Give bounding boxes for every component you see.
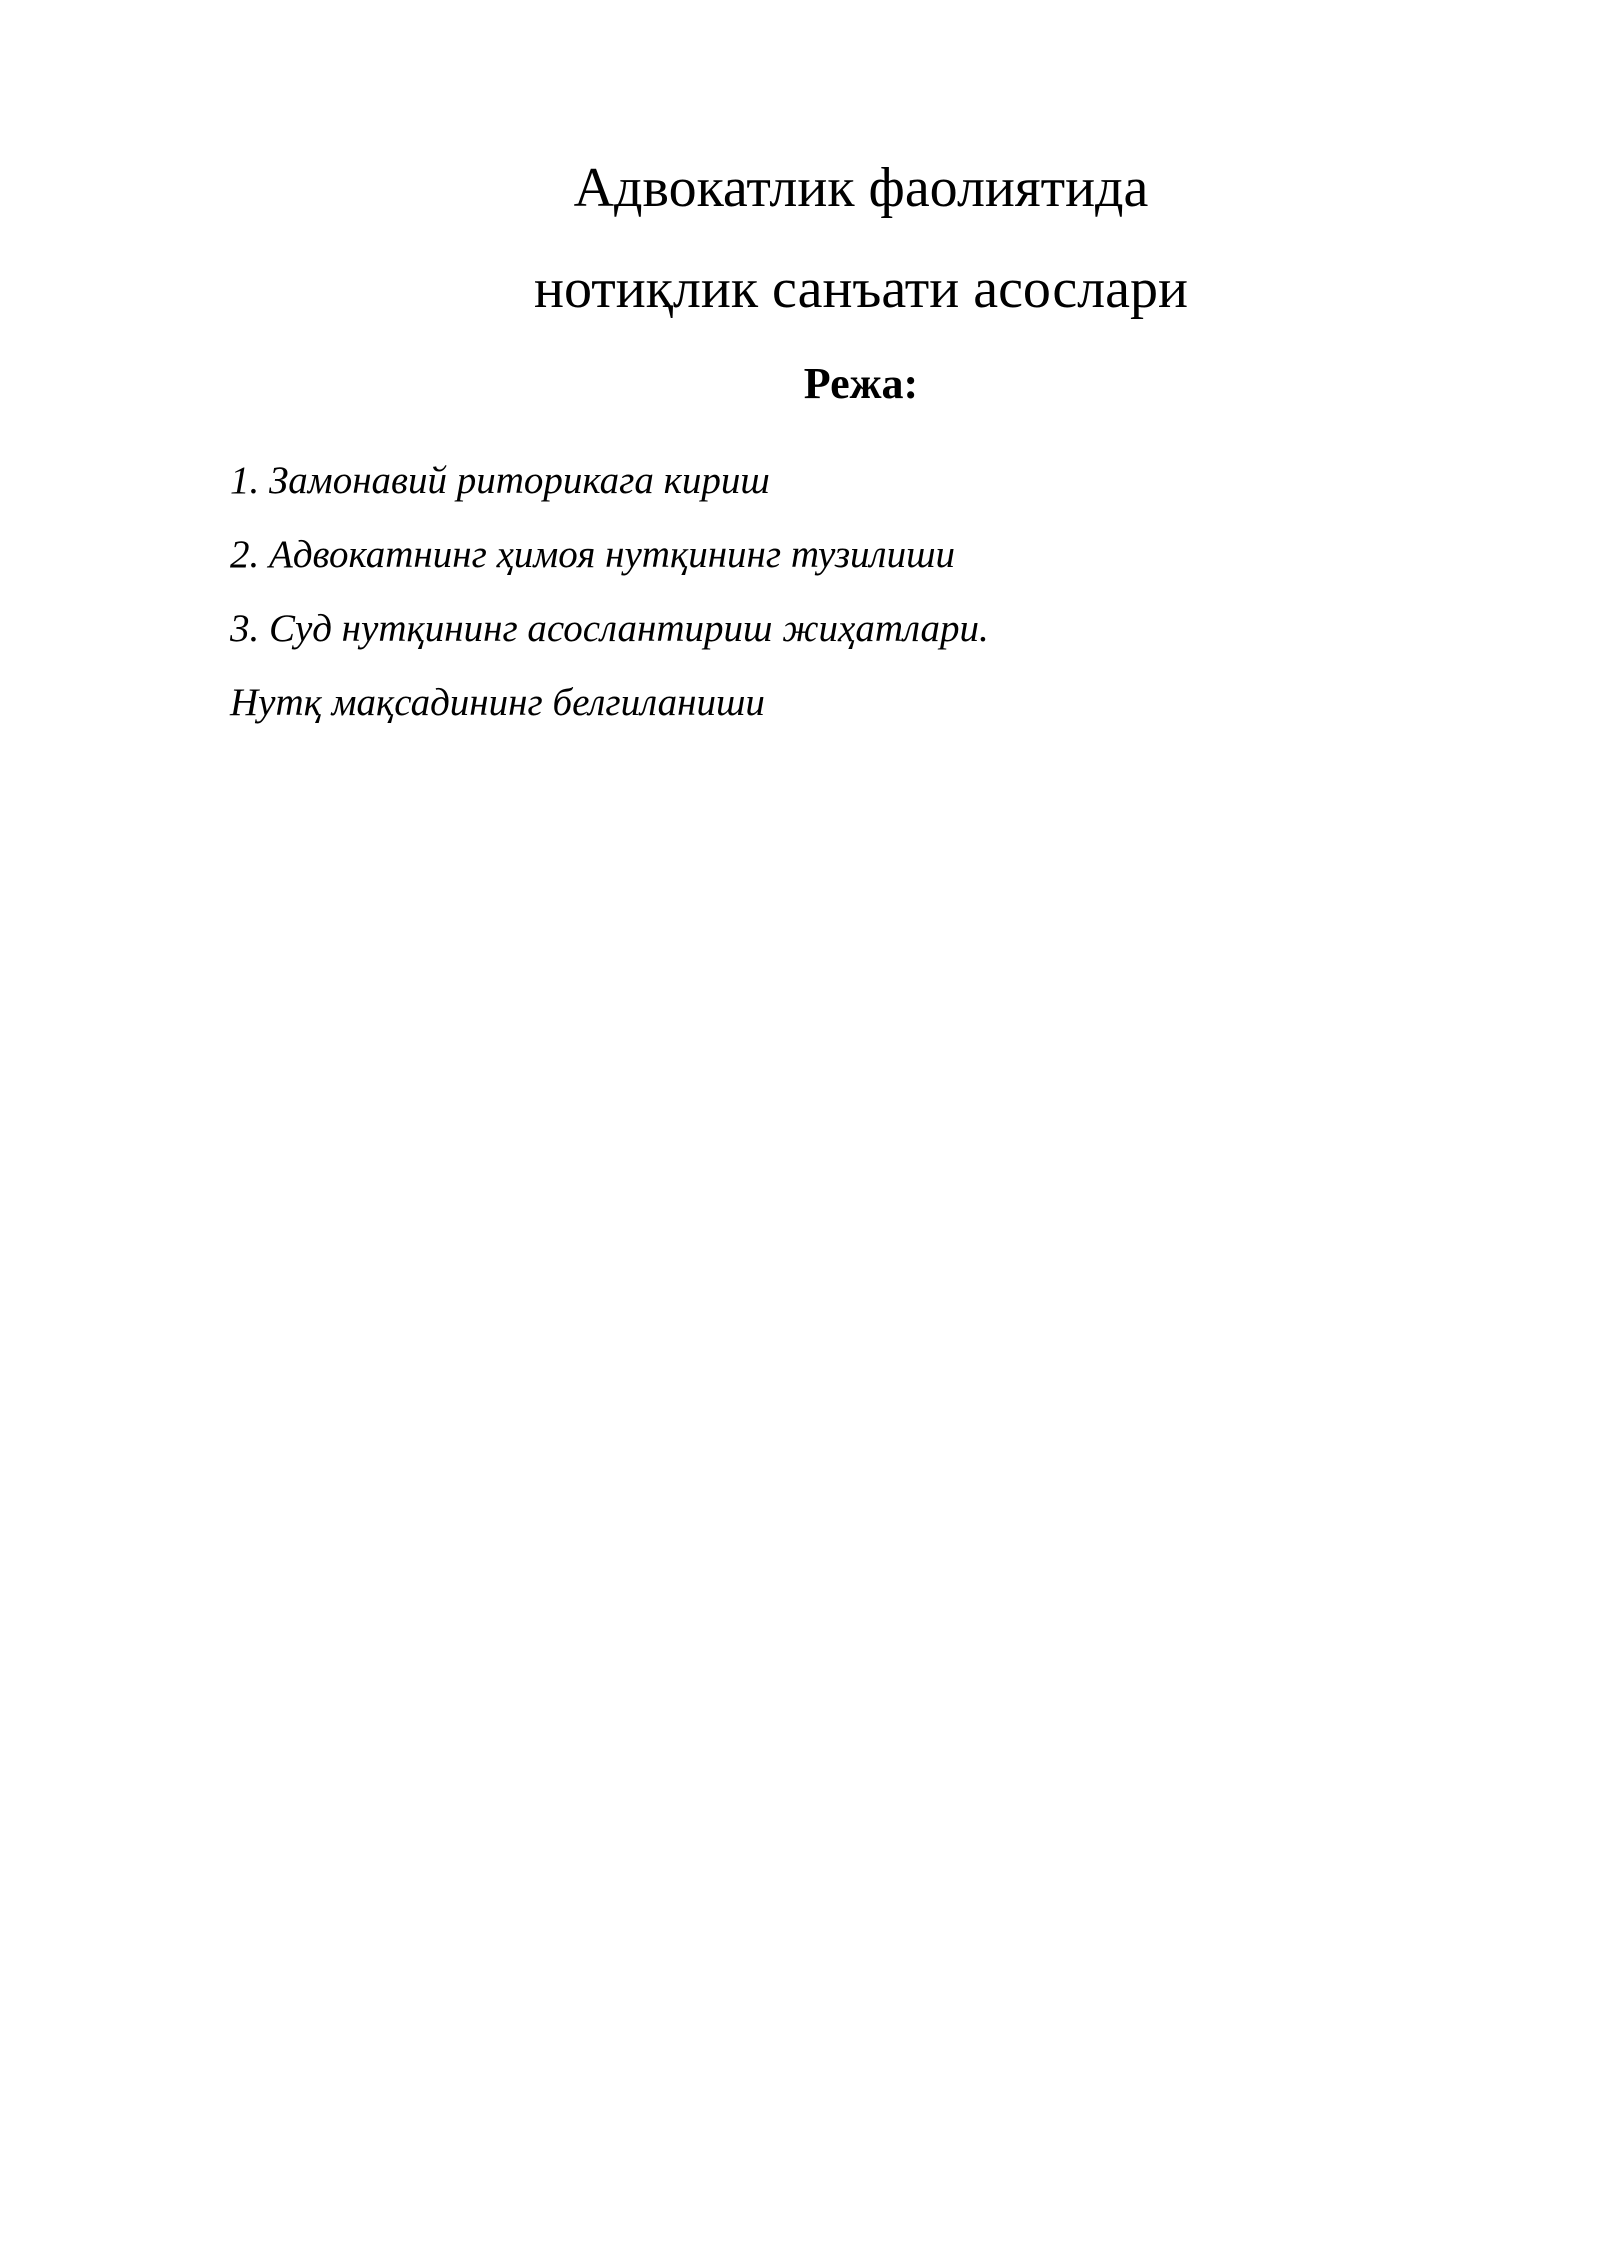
plan-list: [230, 444, 989, 740]
plan-item-4: Нутқ мақсадининг белгиланиши: [230, 681, 765, 724]
document-title-line-2: нотиқлик санъати асослари: [534, 258, 1188, 320]
plan-item-2: 2. Адвокатнинг ҳимоя нутқининг тузилиши: [230, 533, 956, 576]
plan-heading: Режа:: [803, 359, 919, 408]
plan-item-1: 1. Замонавий риторикага кириш: [230, 459, 770, 502]
document-title-line-1: Адвокатлик фаолиятида: [573, 157, 1149, 219]
plan-item-3: 3. Суд нутқининг асослантириш жиҳатлари.: [230, 607, 989, 650]
